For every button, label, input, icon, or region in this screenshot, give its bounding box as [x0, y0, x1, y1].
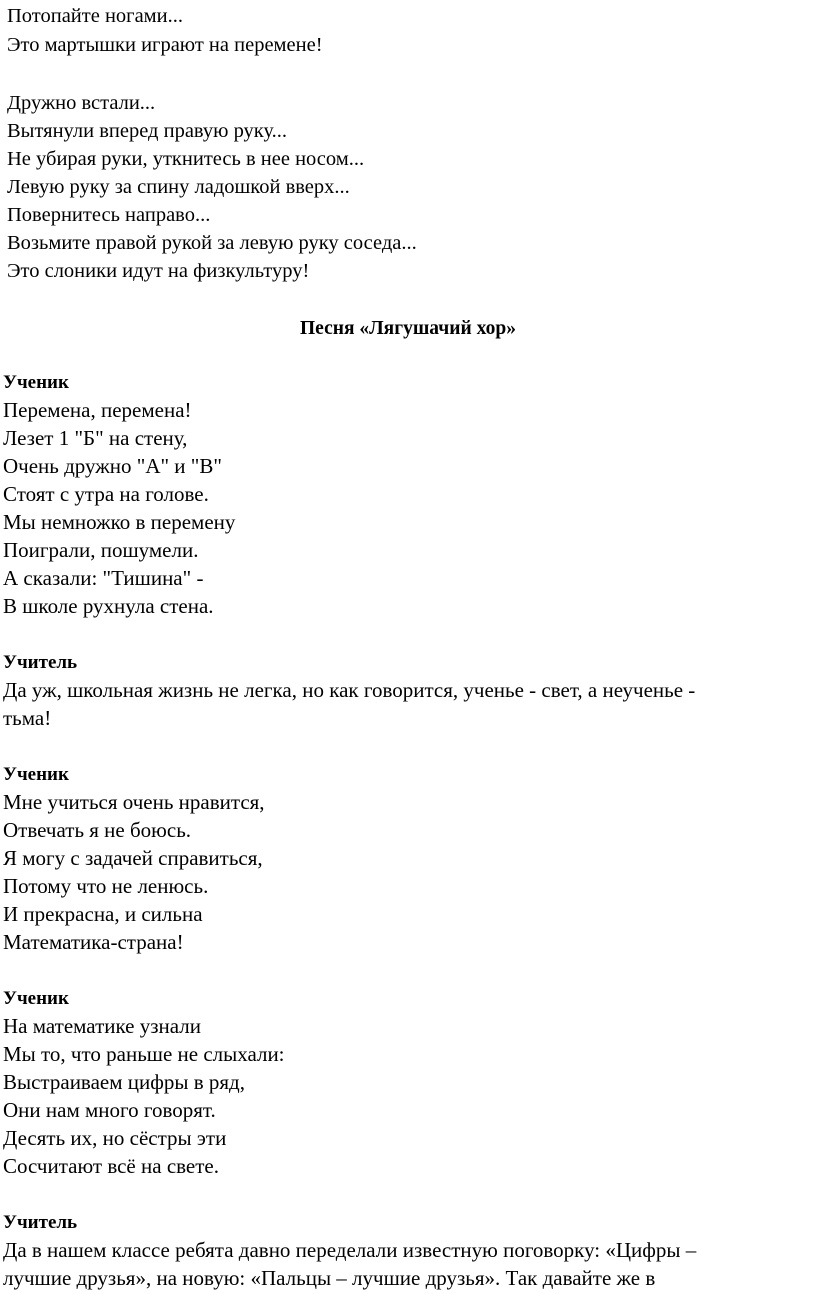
text-line: лучшие друзья», на новую: «Пальцы – лучшие друзья». Так давайте же в [3, 1266, 656, 1290]
text-line: Отвечать я не боюсь. [3, 818, 192, 842]
text-line: Вытянули вперед правую руку... [7, 120, 288, 142]
text-line: Дружно встали... [7, 92, 156, 114]
text-line: Это слоники идут на физкультуру! [7, 260, 310, 282]
text-line: Возьмите правой рукой за левую руку соседа... [7, 232, 417, 254]
text-line: Десять их, но сёстры эти [3, 1126, 227, 1150]
text-line: тьма! [3, 706, 52, 730]
text-line: А сказали: "Тишина" - [3, 566, 204, 590]
speaker-label: Ученик [3, 988, 69, 1009]
text-line: Поиграли, пошумели. [3, 538, 199, 562]
text-line: Математика-страна! [3, 930, 184, 954]
text-line: Потому что не ленюсь. [3, 874, 209, 898]
text-line: Да в нашем классе ребята давно переделали известную поговорку: «Цифры – [3, 1238, 697, 1262]
text-line: Да уж, школьная жизнь не легка, но как говорится, ученье - свет, а неученье - [3, 678, 696, 702]
text-line: Это мартышки играют на перемене! [7, 34, 323, 56]
text-line: Мне учиться очень нравится, [3, 790, 265, 814]
speaker-label: Учитель [3, 1212, 78, 1233]
text-line: Очень дружно "А" и "В" [3, 454, 222, 478]
text-line: Потопайте ногами... [7, 5, 183, 27]
text-line: Лезет 1 "Б" на стену, [3, 426, 188, 450]
text-line: В школе рухнула стена. [3, 594, 214, 618]
song-title: Песня «Лягушачий хор» [300, 318, 516, 339]
text-line: И прекрасна, и сильна [3, 902, 203, 926]
speaker-label: Ученик [3, 764, 69, 785]
speaker-label: Учитель [3, 652, 78, 673]
text-line: Сосчитают всё на свете. [3, 1154, 219, 1178]
text-line: На математике узнали [3, 1014, 202, 1038]
text-line: Стоят с утра на голове. [3, 482, 209, 506]
text-line: Не убирая руки, уткнитесь в нее носом... [7, 148, 365, 170]
speaker-label: Ученик [3, 372, 69, 393]
text-line: Я могу с задачей справиться, [3, 846, 263, 870]
text-line: Перемена, перемена! [3, 398, 192, 422]
text-line: Выстраиваем цифры в ряд, [3, 1070, 245, 1094]
text-line: Повернитесь направо... [7, 204, 211, 226]
text-line: Мы то, что раньше не слыхали: [3, 1042, 285, 1066]
text-line: Мы немножко в перемену [3, 510, 236, 534]
text-line: Они нам много говорят. [3, 1098, 216, 1122]
text-line: Левую руку за спину ладошкой вверх... [7, 176, 350, 198]
